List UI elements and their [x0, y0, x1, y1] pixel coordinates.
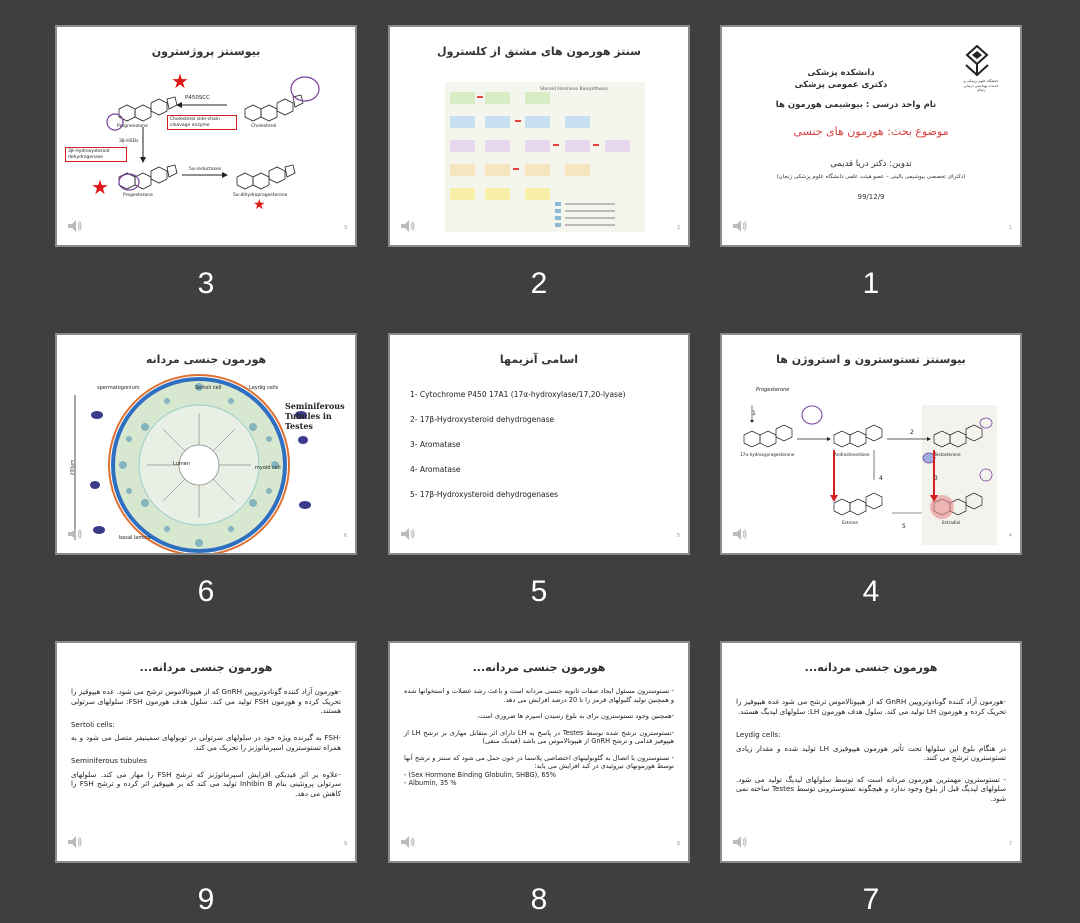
slide-number-1: 1: [862, 267, 880, 300]
slide-number-3: 3: [197, 267, 215, 300]
side-label: Seminiferous Tubules in Testes: [285, 401, 345, 431]
slide-body: [736, 697, 1006, 803]
progesterone-label: Progesterone: [123, 193, 153, 198]
slide-title: هورمون جنسی مردانه...: [472, 661, 606, 674]
progesterone-pathway-diagram: [57, 27, 355, 245]
slide-thumbnail-9[interactable]: [55, 641, 357, 863]
androstenedione-label: Androstenedione: [834, 452, 870, 457]
date-line: 99/12/9: [857, 193, 885, 201]
slide-thumbnail-2[interactable]: [388, 25, 690, 247]
chart-caption: Steroid Hormone Biosynthesis: [540, 87, 608, 92]
slide-title: اسامی آنزیمها: [499, 353, 579, 366]
estradiol-label: Estradiol: [942, 520, 961, 525]
page-number: 4: [1008, 533, 1012, 539]
slide-number-8: 8: [530, 883, 548, 916]
hsd-enzyme-box: 3β-Hydroxysteroid dehydrogenase: [65, 147, 127, 162]
lumen-label: Lumen: [173, 461, 190, 467]
myoid-label: myoid cell: [255, 465, 281, 471]
basal-lamina-label: basal lamina: [119, 535, 151, 541]
testosterone-pathway-diagram: [722, 335, 1020, 553]
star-icon: ★: [171, 69, 189, 93]
heading: Sertoli cells:: [71, 719, 115, 729]
step-label: 4: [879, 475, 883, 482]
page-number: 5: [676, 533, 680, 539]
page-number: 2: [676, 225, 680, 231]
slide-title: بیوسنتز تستوسترون و استروژن ها: [776, 353, 966, 366]
star-icon: ★: [91, 175, 109, 199]
paragraph: - تستوسترون مهمترین هورمون مردانه است که توسط سلولهای لیدیگ تولید می شود. سلولهای لیدیگ قبل از بلوغ وجود ندارد و هیچگونه تستوسترونی توسط Testes ساخته نمی شود.: [736, 774, 1006, 803]
slide-number-5: 5: [530, 575, 548, 608]
slide-thumbnail-3[interactable]: [55, 25, 357, 247]
enzyme-item: 1- Cytochrome P450 17A1 (17α-hydroxylase/17,20-lyase): [410, 390, 626, 399]
slide-body: [404, 687, 674, 788]
enzyme-item: 5- 17β-Hydroxysteroid dehydrogenases: [410, 490, 559, 499]
sertoli-label: Sertoli cell: [195, 385, 222, 391]
slide-body: [71, 687, 341, 798]
slide-number-9: 9: [197, 883, 215, 916]
page-number: 7: [1008, 841, 1012, 847]
slide-title: سنتز هورمون های مشتق از کلسترول: [437, 45, 641, 58]
page-number: 6: [343, 533, 347, 539]
progesterone-label: Progesterone: [756, 387, 790, 393]
slide-title: هورمون جنسی مردانه...: [139, 661, 273, 674]
enzyme-item: 3- Aromatase: [410, 440, 461, 449]
slide-thumbnail-6[interactable]: [55, 333, 357, 555]
paragraph: - تستوسترون مسئول ایجاد صفات ثانویه جنسی مردانه است و باعث رشد عضلات و استخوانها شده و همچنین تولید گلبولهای قرمز را تا 20 درصد افزایش می دهد.: [404, 687, 674, 704]
slide-number-7: 7: [862, 883, 880, 916]
slide-number-6: 6: [197, 575, 215, 608]
speaker-icon[interactable]: [400, 219, 416, 233]
scale-label: 200µm: [70, 459, 76, 476]
speaker-icon[interactable]: [67, 527, 83, 541]
page-number: 8: [676, 841, 680, 847]
page-number: 3: [343, 225, 347, 231]
slide-number-2: 2: [530, 267, 548, 300]
paragraph: -هورمون آزاد کننده گونادوتروپین GnRH که از هیپوتالاموس ترشح می شود. غده هیپوفیز را تحریک کرده و هورمون FSH تولید می کند. سلول هدف هورمون FSH: سلولهای سرتولی هستند.: [71, 687, 341, 715]
degree-line: دکتری عمومی پزشکی: [794, 80, 888, 90]
hydroxyprogesterone-label: 17α-hydroxyprogesterone: [740, 452, 795, 457]
page-number: 1: [1008, 225, 1012, 231]
slide-thumbnail-5[interactable]: [388, 333, 690, 555]
paragraph: - تستوسترون با اتصال به گلوبولینهای اختصاصی پلاسما در خون حمل می شود که سنتز و ترشح آنها توسط هورمونهای تیروئیدی در کبد افزایش می یابد:: [404, 753, 674, 770]
list-item: - (Sex Hormone Binding Globulin, SHBG), 65%: [404, 770, 557, 779]
pregnenolone-label: Pregnenolone: [117, 124, 148, 129]
heading: Leydig cells:: [736, 730, 781, 739]
course-line: نام واحد درسی : بیوشیمی هورمون ها: [775, 100, 937, 110]
slide-title: هورمون جنسی مردانه: [145, 353, 267, 366]
step-label: 3: [934, 475, 938, 482]
speaker-icon[interactable]: [732, 527, 748, 541]
slide-thumbnail-8[interactable]: [388, 641, 690, 863]
slide-title: بیوسنتز پروژسترون: [151, 45, 261, 58]
topic-title: موضوع بحث: هورمون های جنسی: [793, 125, 949, 138]
bullet-text: Albumin, 35 %: [408, 779, 457, 787]
paragraph: -تستوسترون ترشح شده توسط Testes در پاسخ به LH دارای اثر متقابل مهاری بر ترشح LH از هیپوفیز قدامی و ترشح GnRH از هیپوتالاموس می باشد (فیدبک منفی): [404, 728, 674, 745]
paragraph: -همچنین وجود تستوسترون برای به بلوغ رسیدن اسپرم ها ضروری است.: [476, 712, 674, 720]
step-label: 1: [752, 410, 756, 417]
speaker-icon[interactable]: [67, 219, 83, 233]
star-icon: ★: [253, 197, 266, 213]
paragraph: در هنگام بلوغ این سلولها تحت تأثیر هورمون هیپوفیزی LH تولید شده و مقدار زیادی تستوسترون ترشح می کنند.: [736, 743, 1007, 762]
speaker-icon[interactable]: [732, 835, 748, 849]
enzyme-item: 2- 17β-Hydroxysteroid dehydrogenase: [410, 415, 555, 424]
logo-caption: دانشگاه علوم پزشکی و خدمات بهداشتی درمانی زنجان: [963, 79, 999, 92]
enzyme-item: 4- Aromatase: [410, 465, 461, 474]
faculty-line: دانشکده پزشکی: [807, 68, 875, 78]
slide-thumbnail-7[interactable]: [720, 641, 1022, 863]
p450scc-label: P450SCC: [185, 95, 210, 101]
spermatogonium-label: spermatogonium: [97, 385, 140, 391]
page-number: 9: [343, 841, 347, 847]
speaker-icon[interactable]: [67, 835, 83, 849]
heading: Seminiferous tubules: [71, 756, 147, 765]
paragraph: -FSH به گیرنده ویژه خود در سلولهای سرتولی در توبولهای سمینیفر متصل می شود و به همراه تستوسترون اسپرماتوژنز را تحریک می کند.: [71, 733, 341, 752]
side-chain-enzyme-box: Cholesterol side-chain cleavage enzyme: [167, 115, 237, 130]
leydig-label: Leydig cells: [249, 385, 279, 391]
cholesterol-label: Cholesterol: [251, 124, 277, 129]
dihydroprogesterone-label: 5α-dihydroprogesterone: [233, 193, 288, 198]
enzyme-list: [410, 390, 668, 515]
slide-title: هورمون جنسی مردانه...: [804, 661, 938, 674]
bullet-text: (Sex Hormone Binding Globulin, SHBG), 65%: [408, 770, 557, 779]
speaker-icon[interactable]: [400, 527, 416, 541]
university-logo: [962, 45, 992, 77]
slide-thumbnail-1[interactable]: [720, 25, 1022, 247]
list-item: - Albumin, 35 %: [404, 779, 457, 787]
reductase-label: 5α-reductases: [189, 167, 222, 172]
slide-thumbnail-4[interactable]: [720, 333, 1022, 555]
seminiferous-tubule-diagram: [57, 335, 355, 553]
testosterone-label: Testosterone: [934, 452, 961, 457]
author-description: (دکترای تخصصی بیوشیمی بالینی – عضو هیئت علمی دانشگاه علوم پزشکی زنجان): [776, 174, 966, 180]
speaker-icon[interactable]: [732, 219, 748, 233]
steroid-biosynthesis-chart: [445, 82, 645, 232]
author-line: تدوین: دکتر دریا قدیمی: [830, 159, 912, 169]
estrone-label: Estrone: [842, 520, 858, 525]
speaker-icon[interactable]: [400, 835, 416, 849]
step-label: 2: [910, 429, 914, 436]
paragraph: -هورمون آزاد کننده گونادوتروپین GnRH که از هیپوتالاموس ترشح می شود غده هیپوفیز را تحریک کرده و هورمون LH تولید می کند. سلول هدف هورمون LH: سلولهای لیدیگ هستند.: [736, 697, 1006, 716]
hsd-short-label: 3β-HSDs: [119, 139, 139, 144]
slide-number-4: 4: [862, 575, 880, 608]
step-label: 5: [902, 523, 906, 530]
paragraph: -علاوه بر اثر فیدبکی افزایش اسپرماتوژنز که ترشح FSH را مهار می کند. سلولهای سرتولی پروتئینی بنام Inhibin B تولید می کند که بر هیپوفیز اثر کرده و ترشح FSH را کاهش می دهد.: [71, 769, 342, 798]
